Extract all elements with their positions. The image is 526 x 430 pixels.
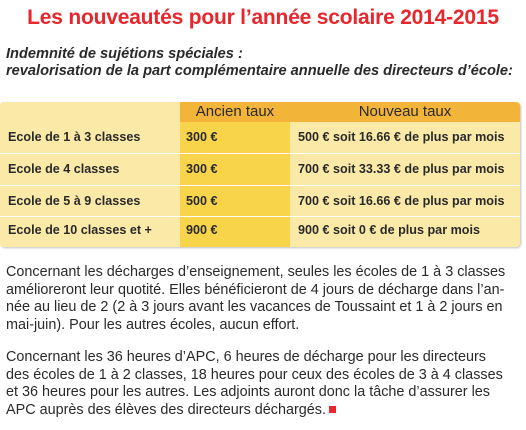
row-nouveau-taux: 700 € soit 16.66 € de plus par mois [298,194,505,208]
row-ancien-taux: 300 € [186,162,218,176]
table-header-ancien-taux: Ancien taux [180,102,290,122]
title-bar [0,0,526,34]
page-title: Les nouveautés pour l’année scolaire 2014-2015 [27,6,499,29]
table-row [0,186,520,217]
paragraph-apc [6,349,522,419]
row-nouveau-taux: 500 € soit 16.66 € de plus par mois [298,130,505,144]
row-label: Ecole de 5 à 9 classes [8,194,141,208]
paragraph-line: Concernant les 36 heures d’APC, 6 heures de décharge pour les directeurs [6,349,486,365]
paragraph-line-last [6,402,522,420]
rates-table [0,102,520,247]
section-subtitle [6,46,521,80]
table-row [0,215,520,246]
paragraph-line: née au lieu de 2 (2 à 3 jours avant les vacances de Toussaint et 1 à 2 jours en [6,299,503,315]
end-mark-icon [329,406,336,413]
row-ancien-taux: 300 € [186,130,218,144]
row-label: Ecole de 4 classes [8,162,120,176]
row-ancien-taux: 900 € [186,223,218,237]
row-ancien-taux: 500 € [186,194,218,208]
table-row [0,122,520,153]
table-header-nouveau-taux: Nouveau taux [290,102,520,122]
paragraph-line: amélioreront leur quotité. Elles bénéficieront de 4 jours de décharge dans l’an- [6,281,505,298]
paragraph-decharges [6,264,522,334]
row-label: Ecole de 10 classes et + [8,223,152,237]
row-nouveau-taux: 700 € soit 33.33 € de plus par mois [298,162,505,176]
subtitle-line-2: revalorisation de la part complémentaire annuelle des directeurs d’école: [6,63,513,79]
paragraph-line: des écoles de 1 à 2 classes, 18 heures pour ceux des écoles de 3 à 4 classes [6,366,503,383]
subtitle-line-1: Indemnité de sujétions spéciales : [6,46,243,62]
row-nouveau-taux: 900 € soit 0 € de plus par mois [298,223,480,237]
row-label: Ecole de 1 à 3 classes [8,130,141,144]
paragraph-line: et 36 heures pour les autres. Les adjoints auront donc la tâche d’assurer les [6,384,490,400]
paragraph-line: mai-juin). Pour les autres écoles, aucun effort. [6,316,300,333]
paragraph-line: Concernant les décharges d’enseignement, seules les écoles de 1 à 3 classes [6,264,506,280]
paragraph-line-text: APC auprès des élèves des directeurs déchargés. [6,401,326,418]
table-header-blank [0,102,180,122]
table-row [0,154,520,185]
